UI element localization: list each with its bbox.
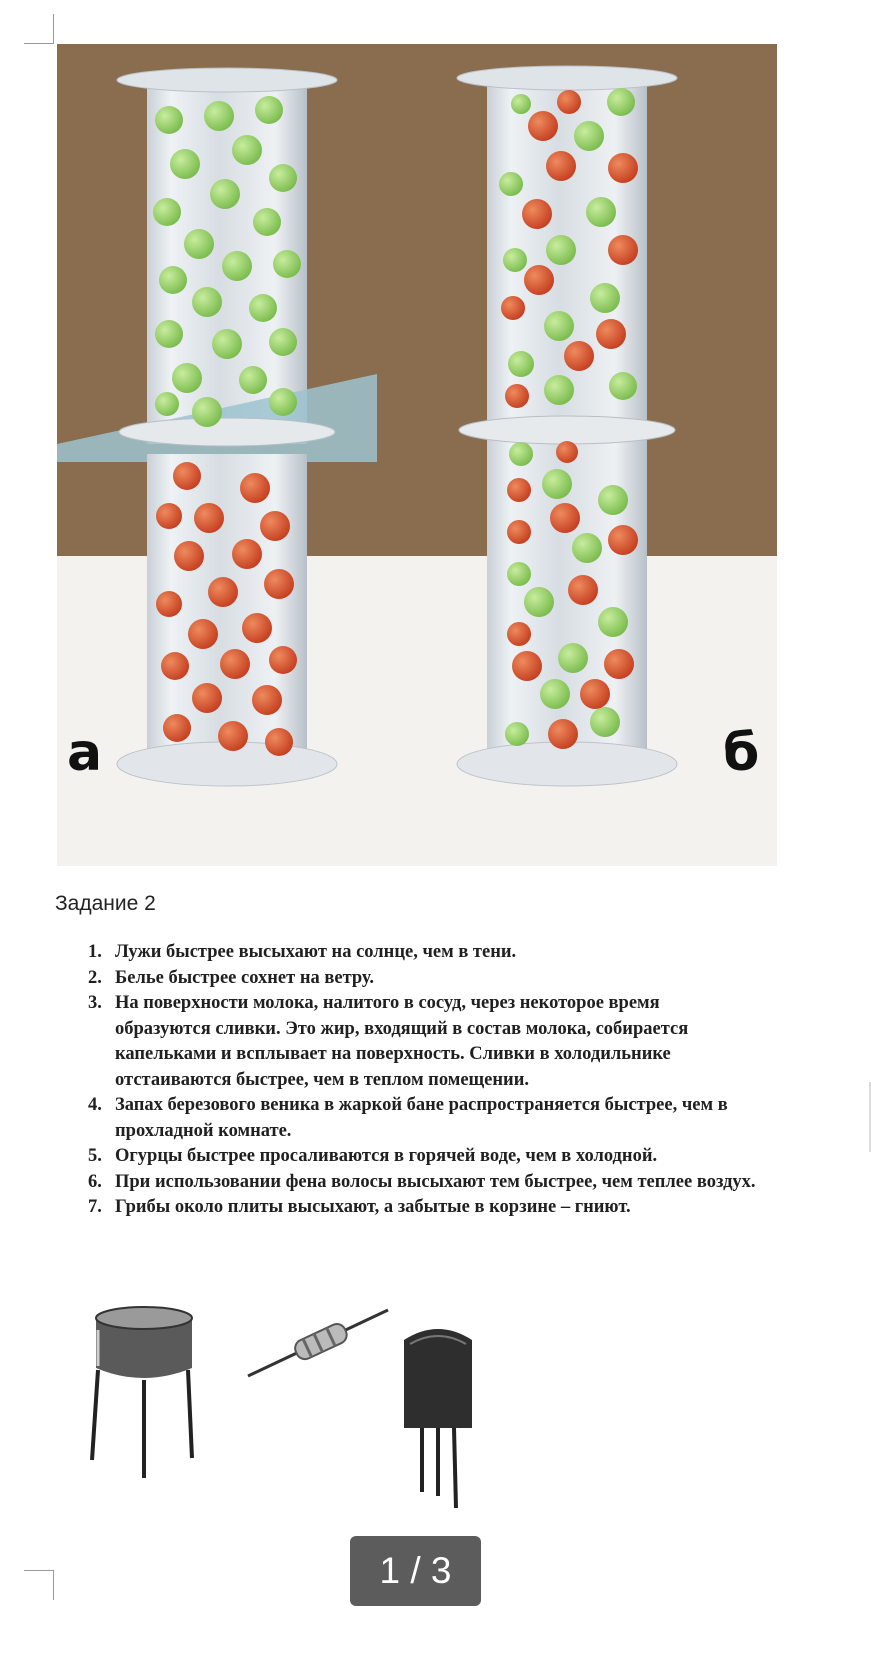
item-text: Лужи быстрее высыхают на солнце, чем в тени.	[115, 942, 517, 962]
item-text: На поверхности молока, налитого в сосуд, через некоторое время образуются сливки. Это жир, входящий в состав молока, собирается капельками и всплывает на поверхность. Сливки в холодильнике отстаиваются быстрее, чем в теплом помещении.	[115, 993, 689, 1090]
item-number: 2.	[88, 967, 102, 988]
item-number: 1.	[88, 942, 102, 962]
diffusion-figure	[57, 44, 777, 866]
crop-mark-bottom	[24, 1570, 54, 1600]
electronic-components	[88, 1300, 518, 1520]
item-text: Запах березового веника в жаркой бане распространяется быстрее, чем в прохладной комнате.	[115, 1095, 728, 1141]
task-list	[88, 940, 758, 1221]
label-a: а	[67, 723, 103, 783]
item-number: 5.	[88, 1146, 102, 1166]
task-title: Задание 2	[55, 892, 156, 915]
label-b: б	[723, 723, 760, 783]
item-number: 7.	[88, 1197, 102, 1217]
diffusion-illustration	[57, 44, 777, 866]
capacitor-icon	[92, 1307, 192, 1478]
cylinder-b	[457, 66, 677, 786]
list-item	[88, 966, 758, 992]
item-text: Огурцы быстрее просаливаются в горячей воде, чем в холодной.	[115, 1146, 658, 1166]
list-item	[88, 1093, 758, 1144]
item-number: 6.	[88, 1171, 102, 1192]
item-text: Грибы около плиты высыхают, а забытые в корзине – гниют.	[115, 1197, 631, 1217]
list-item	[88, 1195, 758, 1221]
list-item	[88, 1144, 758, 1170]
page-counter: 1 / 3	[350, 1536, 481, 1606]
resistor-icon	[248, 1310, 388, 1376]
transistor-icon	[404, 1329, 472, 1508]
list-item	[88, 991, 758, 1093]
item-text: При использовании фена волосы высыхают тем быстрее, чем теплее воздух.	[115, 1171, 756, 1192]
item-number: 3.	[88, 993, 102, 1013]
item-text: Белье быстрее сохнет на ветру.	[115, 967, 374, 988]
item-number: 4.	[88, 1095, 102, 1115]
crop-mark-top	[24, 14, 54, 44]
list-item	[88, 1170, 758, 1196]
list-item	[88, 940, 758, 966]
